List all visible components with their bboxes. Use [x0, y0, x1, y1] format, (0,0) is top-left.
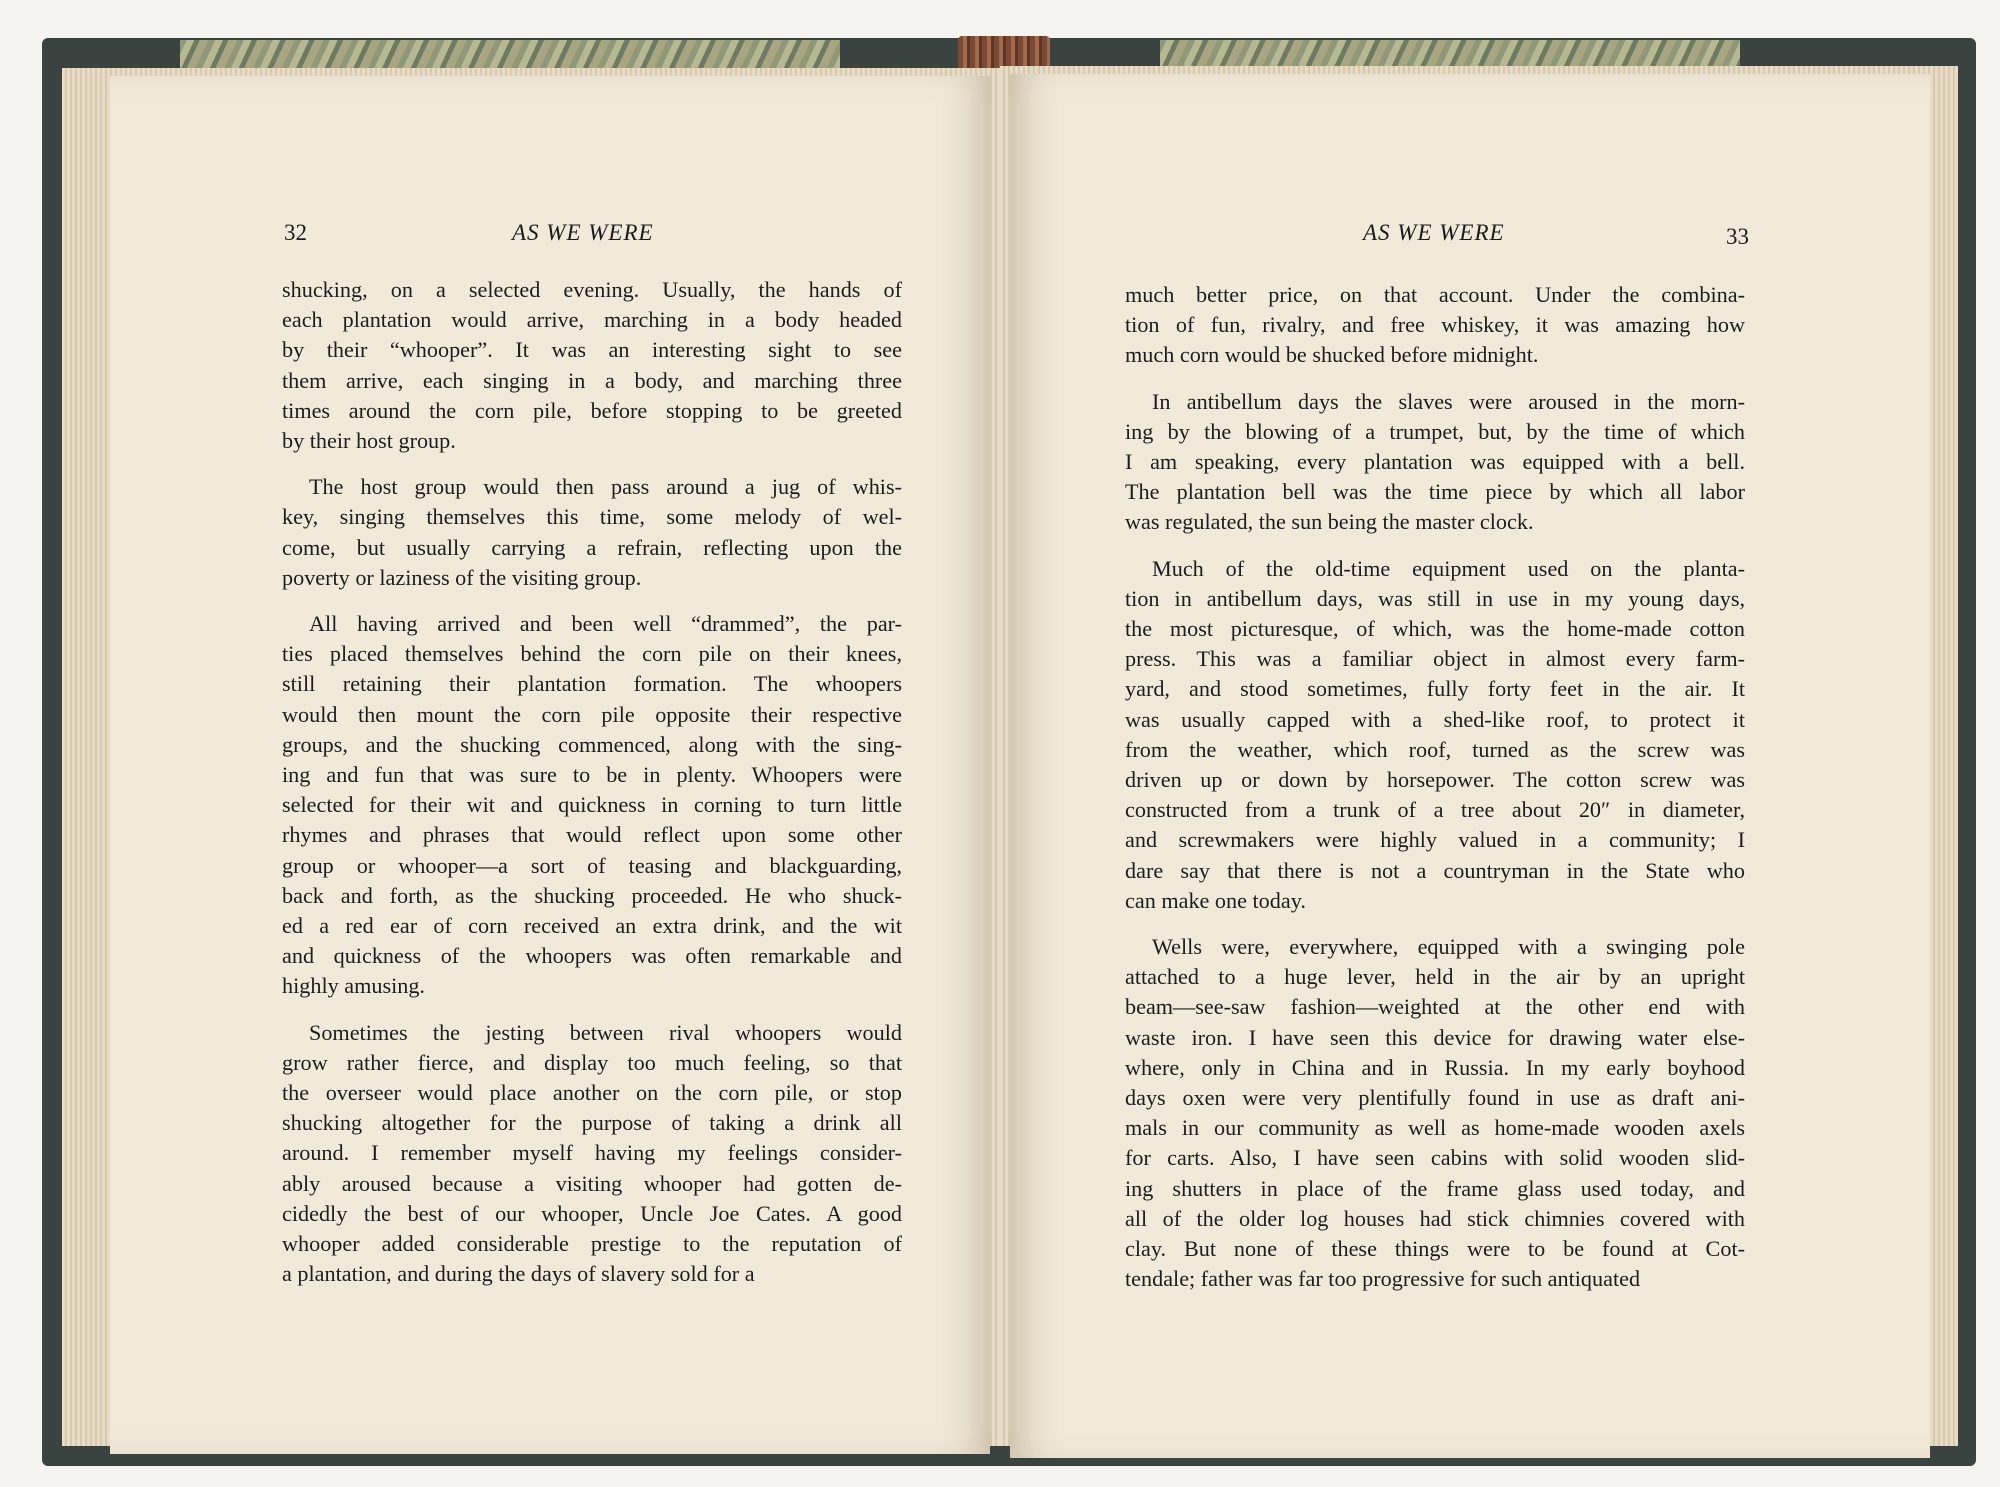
text-line: ing shutters in place of the frame glass used today, and [1125, 1175, 1745, 1201]
right-running-title: AS WE WERE [1363, 220, 1505, 245]
text-line: shucking, on a selected evening. Usually, the hands of [282, 277, 902, 302]
text-line: ably aroused because a visiting whooper had gotten de- [282, 1170, 902, 1196]
text-line: the overseer would place another on the corn pile, or stop [282, 1080, 902, 1106]
left-page-text [282, 275, 902, 1306]
text-line: rhymes and phrases that would reflect upon some other [282, 822, 902, 848]
paragraph [1125, 387, 1745, 538]
text-line: key, singing themselves this time, some melody of wel- [282, 504, 902, 530]
text-line: clay. But none of these things were to be found at Cot- [1125, 1236, 1745, 1262]
text-line: all of the older log houses had stick chimnies covered with [1125, 1205, 1745, 1231]
left-page-number: 32 [284, 220, 307, 245]
text-line: mals in our community as well as home-made wooden axels [1125, 1115, 1745, 1141]
text-line: was usually capped with a shed-like roof, to protect it [1125, 706, 1745, 732]
right-page-number: 33 [1726, 224, 1749, 249]
text-line: press. This was a familiar object in almost every farm- [1125, 646, 1745, 672]
text-line: by their host group. [282, 428, 456, 454]
paragraph [282, 1018, 902, 1290]
text-line: yard, and stood sometimes, fully forty feet in the air. It [1125, 676, 1745, 702]
text-line: dare say that there is not a countryman in the State who [1125, 857, 1745, 883]
text-line: was regulated, the sun being the master clock. [1125, 509, 1534, 535]
paragraph [282, 275, 902, 456]
text-line: driven up or down by horsepower. The cotton screw was [1125, 767, 1745, 793]
text-line: I am speaking, every plantation was equipped with a bell. [1125, 449, 1745, 475]
text-line: days oxen were very plentifully found in use as draft ani- [1125, 1085, 1745, 1111]
text-line: still retaining their plantation formation. The whoopers [282, 671, 902, 697]
text-line: waste iron. I have seen this device for drawing water else- [1125, 1024, 1745, 1050]
text-line: ing and fun that was sure to be in plenty. Whoopers were [282, 762, 902, 788]
text-line: whooper added considerable prestige to the reputation of [282, 1231, 902, 1257]
paragraph [1125, 280, 1745, 371]
paragraph [1125, 932, 1745, 1294]
text-line: times around the corn pile, before stopping to be greeted [282, 397, 902, 423]
paragraph [1125, 554, 1745, 916]
text-line: them arrive, each singing in a body, and marching three [282, 367, 902, 393]
text-line: from the weather, which roof, turned as the screw was [1125, 736, 1745, 762]
text-line: attached to a huge lever, held in the air by an upright [1125, 964, 1745, 990]
text-line: ing by the blowing of a trumpet, but, by the time of which [1125, 418, 1745, 444]
text-line: around. I remember myself having my feelings consider- [282, 1140, 902, 1166]
text-line: cidedly the best of our whooper, Uncle Joe Cates. A good [282, 1200, 902, 1226]
text-line: shucking altogether for the purpose of taking a drink all [282, 1110, 902, 1136]
text-line: poverty or laziness of the visiting group. [282, 564, 642, 590]
text-line: tion of fun, rivalry, and free whiskey, it was amazing how [1125, 312, 1745, 338]
text-line: the most picturesque, of which, was the home-made cotton [1125, 616, 1745, 642]
text-line: much corn would be shucked before midnight. [1125, 342, 1539, 368]
text-line: highly amusing. [282, 973, 425, 999]
text-line: a plantation, and during the days of slavery sold for a [282, 1261, 755, 1287]
text-line: The plantation bell was the time piece by which all labor [1125, 479, 1745, 505]
text-line: Much of the old-time equipment used on the planta- [1152, 555, 1745, 581]
text-line: would then mount the corn pile opposite their respective [282, 701, 902, 727]
text-line: and quickness of the whoopers was often remarkable and [282, 943, 902, 969]
text-line: come, but usually carrying a refrain, reflecting upon the [282, 534, 902, 560]
text-line: constructed from a trunk of a tree about 20″ in diameter, [1125, 797, 1745, 823]
paragraph [282, 472, 902, 593]
text-line: Sometimes the jesting between rival whoopers would [309, 1019, 902, 1045]
text-line: All having arrived and been well “drammed”, the par- [309, 611, 902, 637]
text-line: ties placed themselves behind the corn pile on their knees, [282, 641, 902, 667]
text-line: selected for their wit and quickness in corning to turn little [282, 792, 902, 818]
text-line: much better price, on that account. Under the combina- [1125, 282, 1745, 307]
text-line: In antibellum days the slaves were aroused in the morn- [1152, 388, 1745, 414]
text-line: group or whooper—a sort of teasing and blackguarding, [282, 852, 902, 878]
text-line: by their “whooper”. It was an interesting sight to see [282, 337, 902, 363]
text-line: tendale; father was far too progressive for such antiquated [1125, 1266, 1641, 1292]
text-line: and screwmakers were highly valued in a community; I [1125, 827, 1745, 853]
text-line: each plantation would arrive, marching in a body headed [282, 307, 902, 333]
text-line: back and forth, as the shucking proceeded. He who shuck- [282, 882, 902, 908]
left-running-title: AS WE WERE [512, 220, 654, 245]
text-line: Wells were, everywhere, equipped with a swinging pole [1152, 934, 1745, 960]
text-line: beam—see-saw fashion—weighted at the other end with [1125, 994, 1745, 1020]
text-line: groups, and the shucking commenced, along with the sing- [282, 731, 902, 757]
text-line: The host group would then pass around a jug of whis- [309, 474, 902, 500]
text-line: for carts. Also, I have seen cabins with solid wooden slid- [1125, 1145, 1745, 1171]
right-page-text [1125, 280, 1745, 1311]
text-line: tion in antibellum days, was still in use in my young days, [1125, 585, 1745, 611]
text-line: grow rather fierce, and display too much feeling, so that [282, 1049, 902, 1075]
text-line: can make one today. [1125, 887, 1306, 913]
text-line: ed a red ear of corn received an extra drink, and the wit [282, 913, 902, 939]
text-line: where, only in China and in Russia. In my early boyhood [1125, 1054, 1745, 1080]
paragraph [282, 609, 902, 1002]
